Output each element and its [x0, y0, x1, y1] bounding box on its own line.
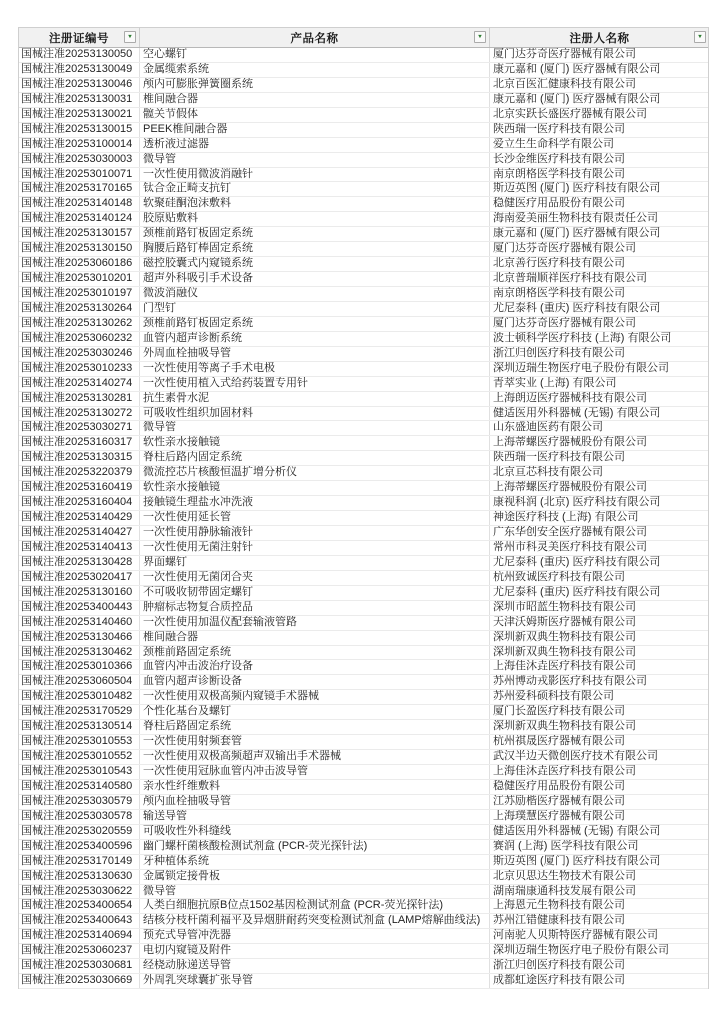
- cell-reg-no[interactable]: 国械注准20253130050: [19, 48, 140, 62]
- table-row: [19, 631, 708, 646]
- cell-reg-no[interactable]: 国械注准20253010201: [19, 272, 140, 286]
- cell-reg-no[interactable]: 国械注准20253160419: [19, 481, 140, 495]
- cell-registrant-name[interactable]: 浙江归创医疗科技有限公司: [493, 959, 625, 972]
- table-row: [19, 840, 708, 855]
- cell-reg-no[interactable]: 国械注准20253160317: [19, 436, 140, 450]
- table-row: [19, 675, 708, 690]
- table-row: [19, 750, 708, 765]
- cell-registrant-name[interactable]: 健适医用外科器械 (无锡) 有限公司: [493, 824, 661, 837]
- cell-product-name[interactable]: 软聚硅酮泡沫敷料: [140, 197, 490, 211]
- cell-registrant-name[interactable]: 湖南瑞康通科技发展有限公司: [493, 884, 636, 897]
- cell-product-name[interactable]: 微导管: [140, 153, 490, 167]
- table-row: [19, 227, 708, 242]
- cell-reg-no[interactable]: 国械注准20253170149: [19, 855, 140, 869]
- cell-registrant-name[interactable]: 北京亘芯科技有限公司: [493, 466, 603, 479]
- table-row: [19, 168, 708, 183]
- table-row: [19, 347, 708, 362]
- cell-registrant-name[interactable]: 常州市科灵美医疗科技有限公司: [493, 540, 647, 553]
- cell-product-name[interactable]: 微导管: [140, 885, 490, 899]
- filter-dropdown-icon: ▼: [477, 34, 483, 40]
- cell-product-name[interactable]: 一次性使用冠脉血管内冲击波导管: [140, 765, 490, 779]
- cell-registrant-name[interactable]: 苏州江错健康科技有限公司: [493, 914, 625, 927]
- cell-product-name[interactable]: 亲水性纤维敷料: [140, 780, 490, 794]
- table-row: [19, 302, 708, 317]
- filter-button-registrant-name[interactable]: [694, 31, 706, 43]
- cell-registrant-name[interactable]: 山东盛迪医药有限公司: [493, 421, 603, 434]
- cell-reg-no[interactable]: 国械注准20253400443: [19, 601, 140, 615]
- cell-registrant-name[interactable]: 成都虹途医疗科技有限公司: [493, 974, 625, 987]
- table-row: [19, 466, 708, 481]
- cell-registrant-name[interactable]: 天津沃姆斯医疗器械有限公司: [493, 615, 636, 628]
- cell-product-name[interactable]: 一次性使用双极高频内窥镜手术器械: [140, 690, 490, 704]
- cell-registrant-name[interactable]: 厦门长盈医疗科技有限公司: [493, 705, 625, 718]
- table-row: [19, 646, 708, 661]
- table-row: [19, 392, 708, 407]
- cell-product-name[interactable]: 颈椎前路钉板固定系统: [140, 317, 490, 331]
- cell-product-name[interactable]: 脊柱后路固定系统: [140, 720, 490, 734]
- cell-registrant-name[interactable]: 苏州爱科硕科技有限公司: [493, 690, 614, 703]
- cell-reg-no[interactable]: 国械注准20253130262: [19, 317, 140, 331]
- cell-registrant-name[interactable]: 青萃实业 (上海) 有限公司: [493, 376, 617, 389]
- cell-reg-no[interactable]: 国械注准20253130466: [19, 631, 140, 645]
- cell-registrant-name[interactable]: 健适医用外科器械 (无锡) 有限公司: [493, 406, 661, 419]
- table-row: [19, 78, 708, 93]
- cell-registrant-name[interactable]: 上海佳沐垚医疗科技有限公司: [493, 765, 636, 777]
- cell-product-name[interactable]: 人类白细胞抗原B位点1502基因检测试剂盒 (PCR-荧光探针法): [140, 899, 490, 913]
- cell-registrant-name[interactable]: 康元嘉和 (厦门) 医疗器械有限公司: [493, 227, 661, 240]
- table-row: [19, 571, 708, 586]
- cell-reg-no[interactable]: 国械注准20253130264: [19, 302, 140, 316]
- table-row: [19, 795, 708, 810]
- cell-product-name[interactable]: 软性亲水接触镜: [140, 481, 490, 495]
- cell-product-name[interactable]: 抗生素骨水泥: [140, 392, 490, 406]
- cell-registrant-name[interactable]: 北京实跃长盛医疗器械有限公司: [493, 107, 647, 120]
- cell-product-name[interactable]: 个性化基台及螺钉: [140, 705, 490, 719]
- cell-product-name[interactable]: 磁控胶囊式内窥镜系统: [140, 257, 490, 271]
- cell-product-name[interactable]: 幽门螺杆菌核酸检测试剂盒 (PCR-荧光探针法): [140, 840, 490, 854]
- table-row: [19, 780, 708, 795]
- column-header-registrant-name[interactable]: [490, 28, 709, 47]
- table-row: [19, 257, 708, 272]
- column-header-product-name[interactable]: [140, 28, 490, 47]
- table-row: [19, 914, 708, 929]
- cell-registrant-name[interactable]: 广东华创安全医疗器械有限公司: [493, 526, 647, 538]
- cell-product-name[interactable]: 牙种植体系统: [140, 855, 490, 869]
- cell-registrant-name[interactable]: 北京普瑞顺祥医疗科技有限公司: [493, 272, 647, 285]
- cell-reg-no[interactable]: 国械注准20253220379: [19, 466, 140, 480]
- table-row: [19, 660, 708, 675]
- cell-registrant-name[interactable]: 南京朗格医学科技有限公司: [493, 287, 625, 299]
- table-row: [19, 182, 708, 197]
- cell-reg-no[interactable]: 国械注准20253400596: [19, 840, 140, 854]
- cell-reg-no[interactable]: 国械注准20253400643: [19, 914, 140, 928]
- table-row: [19, 123, 708, 138]
- table-row: [19, 317, 708, 332]
- cell-reg-no[interactable]: 国械注准20253020417: [19, 571, 140, 585]
- table-row: [19, 720, 708, 735]
- cell-product-name[interactable]: 一次性使用加温仪配套输液管路: [140, 616, 490, 630]
- table-row: [19, 974, 708, 989]
- cell-product-name[interactable]: 超声外科吸引手术设备: [140, 272, 490, 286]
- cell-reg-no[interactable]: 国械注准20253060237: [19, 944, 140, 958]
- cell-reg-no[interactable]: 国械注准20253130160: [19, 586, 140, 600]
- cell-registrant-name[interactable]: 斯迈英图 (厦门) 医疗科技有限公司: [493, 854, 661, 867]
- cell-reg-no[interactable]: 国械注准20253010233: [19, 362, 140, 376]
- cell-reg-no[interactable]: 国械注准20253140413: [19, 541, 140, 555]
- cell-registrant-name[interactable]: 陕西瑞一医疗科技有限公司: [493, 122, 625, 135]
- cell-registrant-name[interactable]: 武汉半边天微创医疗技术有限公司: [493, 750, 658, 763]
- table-row: [19, 48, 708, 63]
- cell-reg-no[interactable]: 国械注准20253030622: [19, 885, 140, 899]
- table-row: [19, 556, 708, 571]
- cell-registrant-name[interactable]: 北京善行医疗科技有限公司: [493, 257, 625, 270]
- table-row: [19, 870, 708, 885]
- cell-reg-no[interactable]: 国械注准20253170165: [19, 182, 140, 196]
- cell-registrant-name[interactable]: 上海蒂螺医疗器械股份有限公司: [493, 481, 647, 494]
- cell-reg-no[interactable]: 国械注准20253030681: [19, 959, 140, 973]
- cell-registrant-name[interactable]: 北京百医汇健康科技有限公司: [493, 77, 636, 90]
- cell-reg-no[interactable]: 国械注准20253010482: [19, 690, 140, 704]
- cell-registrant-name[interactable]: 上海朗迈医疗器械科技有限公司: [493, 391, 647, 404]
- cell-reg-no[interactable]: 国械注准20253140274: [19, 377, 140, 391]
- table-row: [19, 944, 708, 959]
- table-row: [19, 362, 708, 377]
- cell-product-name[interactable]: 脊柱后路内固定系统: [140, 451, 490, 465]
- column-header-product-name-label: 产品名称: [290, 32, 339, 45]
- cell-reg-no[interactable]: 国械注准20253140427: [19, 526, 140, 540]
- cell-product-name[interactable]: 空心螺钉: [140, 48, 490, 62]
- cell-product-name[interactable]: 一次性使用植入式给药装置专用针: [140, 377, 490, 391]
- cell-product-name[interactable]: 血管内冲击波治疗设备: [140, 660, 490, 674]
- cell-registrant-name[interactable]: 陕西瑞一医疗科技有限公司: [493, 451, 625, 464]
- table-row: [19, 421, 708, 436]
- column-header-registrant-name-label: 注册人名称: [569, 32, 630, 45]
- table-row: [19, 436, 708, 451]
- cell-registrant-name[interactable]: 上海蒂螺医疗器械股份有限公司: [493, 436, 647, 449]
- cell-product-name[interactable]: 一次性使用双极高频超声双输出手术器械: [140, 750, 490, 764]
- cell-reg-no[interactable]: 国械注准20253030271: [19, 421, 140, 435]
- cell-registrant-name[interactable]: 神途医疗科技 (上海) 有限公司: [493, 511, 639, 524]
- cell-reg-no[interactable]: 国械注准20253060232: [19, 332, 140, 346]
- cell-product-name[interactable]: 胸腰后路钉棒固定系统: [140, 242, 490, 256]
- table-row: [19, 586, 708, 601]
- filter-button-reg-no[interactable]: [124, 31, 136, 43]
- cell-registrant-name[interactable]: 康元嘉和 (厦门) 医疗器械有限公司: [493, 92, 661, 105]
- cell-registrant-name[interactable]: 尤尼泰科 (重庆) 医疗科技有限公司: [493, 301, 661, 314]
- filter-button-product-name[interactable]: [474, 31, 486, 43]
- table-row: [19, 959, 708, 974]
- cell-product-name[interactable]: 肿瘤标志物复合质控品: [140, 601, 490, 615]
- cell-reg-no[interactable]: 国械注准20253060504: [19, 675, 140, 689]
- cell-registrant-name[interactable]: 上海佳沐垚医疗科技有限公司: [493, 660, 636, 673]
- table-body: [19, 48, 708, 989]
- table-row: [19, 825, 708, 840]
- table-row: [19, 481, 708, 496]
- table-row: [19, 197, 708, 212]
- table-row: [19, 242, 708, 257]
- cell-product-name[interactable]: 一次性使用微波消融针: [140, 168, 490, 182]
- cell-product-name[interactable]: 一次性使用等离子手术电极: [140, 362, 490, 376]
- cell-reg-no[interactable]: 国械注准20253130031: [19, 93, 140, 107]
- cell-product-name[interactable]: 结核分枝杆菌利福平及异烟肼耐药突变检测试剂盒 (LAMP熔解曲线法): [140, 914, 490, 928]
- cell-reg-no[interactable]: 国械注准20253140148: [19, 197, 140, 211]
- cell-registrant-name[interactable]: 康视科润 (北京) 医疗科技有限公司: [493, 496, 661, 509]
- cell-registrant-name[interactable]: 赛润 (上海) 医学科技有限公司: [493, 839, 639, 852]
- cell-product-name[interactable]: 经桡动脉递送导管: [140, 959, 490, 973]
- cell-product-name[interactable]: 可吸收性组织加固材料: [140, 407, 490, 421]
- cell-product-name[interactable]: 椎间融合器: [140, 93, 490, 107]
- table-row: [19, 332, 708, 347]
- filter-dropdown-icon: ▼: [697, 34, 703, 40]
- cell-product-name[interactable]: 微导管: [140, 421, 490, 435]
- cell-reg-no[interactable]: 国械注准20253170529: [19, 705, 140, 719]
- cell-registrant-name[interactable]: 波士顿科学医疗科技 (上海) 有限公司: [493, 331, 672, 344]
- cell-reg-no[interactable]: 国械注准20253130021: [19, 108, 140, 122]
- cell-product-name[interactable]: 电切内窥镜及附件: [140, 944, 490, 958]
- table-row: [19, 93, 708, 108]
- table-row: [19, 272, 708, 287]
- cell-registrant-name[interactable]: 长沙金维医疗科技有限公司: [493, 152, 625, 165]
- cell-product-name[interactable]: 预充式导管冲洗器: [140, 929, 490, 943]
- cell-reg-no[interactable]: 国械注准20253010543: [19, 765, 140, 779]
- cell-reg-no[interactable]: 国械注准20253130428: [19, 556, 140, 570]
- cell-product-name[interactable]: 椎间融合器: [140, 631, 490, 645]
- table-row: [19, 899, 708, 914]
- cell-reg-no[interactable]: 国械注准20253030578: [19, 810, 140, 824]
- table-row: [19, 153, 708, 168]
- cell-reg-no[interactable]: 国械注准20253030246: [19, 347, 140, 361]
- cell-reg-no[interactable]: 国械注准20253020559: [19, 825, 140, 839]
- cell-reg-no[interactable]: 国械注准20253010071: [19, 168, 140, 182]
- cell-reg-no[interactable]: 国械注准20253130015: [19, 123, 140, 137]
- cell-product-name[interactable]: 界面螺钉: [140, 556, 490, 570]
- cell-product-name[interactable]: 接触镜生理盐水冲洗液: [140, 496, 490, 510]
- table-row: [19, 765, 708, 780]
- column-header-reg-no-label: 注册证编号: [49, 32, 109, 45]
- table-row: [19, 929, 708, 944]
- table-row: [19, 212, 708, 227]
- cell-product-name[interactable]: 颈椎前路固定系统: [140, 646, 490, 660]
- cell-registrant-name[interactable]: 深圳新双典生物科技有限公司: [493, 630, 636, 643]
- table-row: [19, 541, 708, 556]
- cell-reg-no[interactable]: 国械注准20253010553: [19, 735, 140, 749]
- cell-product-name[interactable]: 一次性使用延长管: [140, 511, 490, 525]
- cell-product-name[interactable]: 门型钉: [140, 302, 490, 316]
- cell-product-name[interactable]: 微流控芯片核酸恒温扩增分析仪: [140, 466, 490, 480]
- cell-product-name[interactable]: 可吸收性外科缝线: [140, 825, 490, 839]
- table-row: [19, 138, 708, 153]
- cell-registrant-name[interactable]: 杭州致诚医疗科技有限公司: [493, 570, 625, 583]
- cell-registrant-name[interactable]: 尤尼泰科 (重庆) 医疗科技有限公司: [493, 585, 661, 598]
- table-row: [19, 287, 708, 302]
- cell-reg-no[interactable]: 国械注准20253160404: [19, 496, 140, 510]
- cell-reg-no[interactable]: 国械注准20253030669: [19, 974, 140, 988]
- cell-reg-no[interactable]: 国械注准20253140429: [19, 511, 140, 525]
- table-row: [19, 108, 708, 123]
- cell-registrant-name[interactable]: 北京贝思达生物技术有限公司: [493, 869, 636, 882]
- cell-product-name[interactable]: 颅内可膨胀弹簧圈系统: [140, 78, 490, 92]
- cell-reg-no[interactable]: 国械注准20253140124: [19, 212, 140, 226]
- cell-product-name[interactable]: 透析液过滤器: [140, 138, 490, 152]
- cell-product-name[interactable]: PEEK椎间融合器: [140, 123, 490, 137]
- table-row: [19, 377, 708, 392]
- cell-reg-no[interactable]: 国械注准20253130150: [19, 242, 140, 256]
- cell-reg-no[interactable]: 国械注准20253010366: [19, 660, 140, 674]
- cell-product-name[interactable]: 颅内血栓抽吸导管: [140, 795, 490, 809]
- cell-product-name[interactable]: 一次性使用无菌注射针: [140, 541, 490, 555]
- cell-registrant-name[interactable]: 上海恩元生物科技有限公司: [493, 899, 625, 912]
- registration-table: [18, 27, 709, 989]
- cell-registrant-name[interactable]: 深圳新双典生物科技有限公司: [493, 720, 636, 733]
- cell-registrant-name[interactable]: 稳健医疗用品股份有限公司: [493, 779, 625, 792]
- cell-reg-no[interactable]: 国械注准20253030579: [19, 795, 140, 809]
- cell-reg-no[interactable]: 国械注准20253060186: [19, 257, 140, 271]
- cell-reg-no[interactable]: 国械注准20253010197: [19, 287, 140, 301]
- table-row: [19, 63, 708, 78]
- table-row: [19, 855, 708, 870]
- cell-reg-no[interactable]: 国械注准20253010552: [19, 750, 140, 764]
- table-row: [19, 885, 708, 900]
- cell-reg-no[interactable]: 国械注准20253130630: [19, 870, 140, 884]
- cell-reg-no[interactable]: 国械注准20253400654: [19, 899, 140, 913]
- cell-product-name[interactable]: 颈椎前路钉板固定系统: [140, 227, 490, 241]
- cell-registrant-name[interactable]: 尤尼泰科 (重庆) 医疗科技有限公司: [493, 555, 661, 568]
- cell-registrant-name[interactable]: 厦门达芬奇医疗器械有限公司: [493, 242, 636, 255]
- cell-registrant-name[interactable]: 苏州博动戎影医疗科技有限公司: [493, 675, 647, 688]
- cell-reg-no[interactable]: 国械注准20253130281: [19, 392, 140, 406]
- cell-registrant-name[interactable]: 海南爱美丽生物科技有限责任公司: [493, 212, 658, 225]
- cell-product-name[interactable]: 血管内超声诊断系统: [140, 332, 490, 346]
- cell-registrant-name[interactable]: 深圳迈瑞生物医疗电子股份有限公司: [493, 361, 669, 374]
- table-row: [19, 810, 708, 825]
- cell-product-name[interactable]: 外周血栓抽吸导管: [140, 347, 490, 361]
- cell-registrant-name[interactable]: 爱立生生命科学有限公司: [493, 137, 614, 150]
- cell-registrant-name[interactable]: 深圳迈瑞生物医疗电子股份有限公司: [493, 944, 669, 957]
- filter-dropdown-icon: ▼: [127, 34, 133, 40]
- table-header-row: [19, 28, 708, 48]
- cell-registrant-name[interactable]: 厦门达芬奇医疗器械有限公司: [493, 316, 636, 329]
- cell-product-name[interactable]: 一次性使用无菌闭合夹: [140, 571, 490, 585]
- cell-product-name[interactable]: 一次性使用射频套管: [140, 735, 490, 749]
- cell-reg-no[interactable]: 国械注准20253130462: [19, 646, 140, 660]
- cell-registrant-name[interactable]: 厦门达芬奇医疗器械有限公司: [493, 48, 636, 60]
- cell-product-name[interactable]: 软性亲水接触镜: [140, 436, 490, 450]
- cell-reg-no[interactable]: 国械注准20253130514: [19, 720, 140, 734]
- cell-product-name[interactable]: 金属缆索系统: [140, 63, 490, 77]
- cell-product-name[interactable]: 钛合金正畸支抗钉: [140, 182, 490, 196]
- cell-reg-no[interactable]: 国械注准20253130272: [19, 407, 140, 421]
- table-row: [19, 690, 708, 705]
- table-row: [19, 451, 708, 466]
- cell-registrant-name[interactable]: 深圳市昭蓝生物科技有限公司: [493, 600, 636, 613]
- cell-product-name[interactable]: 血管内超声诊断设备: [140, 675, 490, 689]
- table-row: [19, 511, 708, 526]
- table-row: [19, 526, 708, 541]
- cell-product-name[interactable]: 外周乳突球囊扩张导管: [140, 974, 490, 988]
- cell-reg-no[interactable]: 国械注准20253140460: [19, 616, 140, 630]
- cell-registrant-name[interactable]: 稳健医疗用品股份有限公司: [493, 197, 625, 210]
- cell-reg-no[interactable]: 国械注准20253140580: [19, 780, 140, 794]
- cell-registrant-name[interactable]: 上海璞慧医疗器械有限公司: [493, 809, 625, 822]
- cell-product-name[interactable]: 胶原贴敷料: [140, 212, 490, 226]
- cell-reg-no[interactable]: 国械注准20253140694: [19, 929, 140, 943]
- cell-registrant-name[interactable]: 南京朗格医学科技有限公司: [493, 167, 625, 180]
- cell-reg-no[interactable]: 国械注准20253130315: [19, 451, 140, 465]
- cell-product-name[interactable]: 微波消融仪: [140, 287, 490, 301]
- cell-product-name[interactable]: 髋关节假体: [140, 108, 490, 122]
- cell-reg-no[interactable]: 国械注准20253100014: [19, 138, 140, 152]
- cell-registrant-name[interactable]: 浙江归创医疗科技有限公司: [493, 346, 625, 359]
- cell-product-name[interactable]: 金属锁定接骨板: [140, 870, 490, 884]
- table-row: [19, 601, 708, 616]
- column-header-reg-no[interactable]: [19, 28, 140, 47]
- cell-reg-no[interactable]: 国械注准20253130046: [19, 78, 140, 92]
- cell-product-name[interactable]: 输送导管: [140, 810, 490, 824]
- cell-registrant-name[interactable]: 斯迈英图 (厦门) 医疗科技有限公司: [493, 182, 661, 195]
- table-row: [19, 735, 708, 750]
- cell-reg-no[interactable]: 国械注准20253030003: [19, 153, 140, 167]
- cell-reg-no[interactable]: 国械注准20253130157: [19, 227, 140, 241]
- table-row: [19, 407, 708, 422]
- cell-registrant-name[interactable]: 深圳新双典生物科技有限公司: [493, 645, 636, 658]
- cell-reg-no[interactable]: 国械注准20253130049: [19, 63, 140, 77]
- cell-product-name[interactable]: 一次性使用静脉输液针: [140, 526, 490, 540]
- cell-registrant-name[interactable]: 河南驼人贝斯特医疗器械有限公司: [493, 929, 658, 942]
- cell-registrant-name[interactable]: 杭州祺晟医疗器械有限公司: [493, 735, 625, 748]
- cell-product-name[interactable]: 不可吸收韧带固定螺钉: [140, 586, 490, 600]
- table-row: [19, 705, 708, 720]
- cell-registrant-name[interactable]: 江苏励楷医疗器械有限公司: [493, 794, 625, 807]
- table-row: [19, 616, 708, 631]
- table-row: [19, 496, 708, 511]
- cell-registrant-name[interactable]: 康元嘉和 (厦门) 医疗器械有限公司: [493, 62, 661, 75]
